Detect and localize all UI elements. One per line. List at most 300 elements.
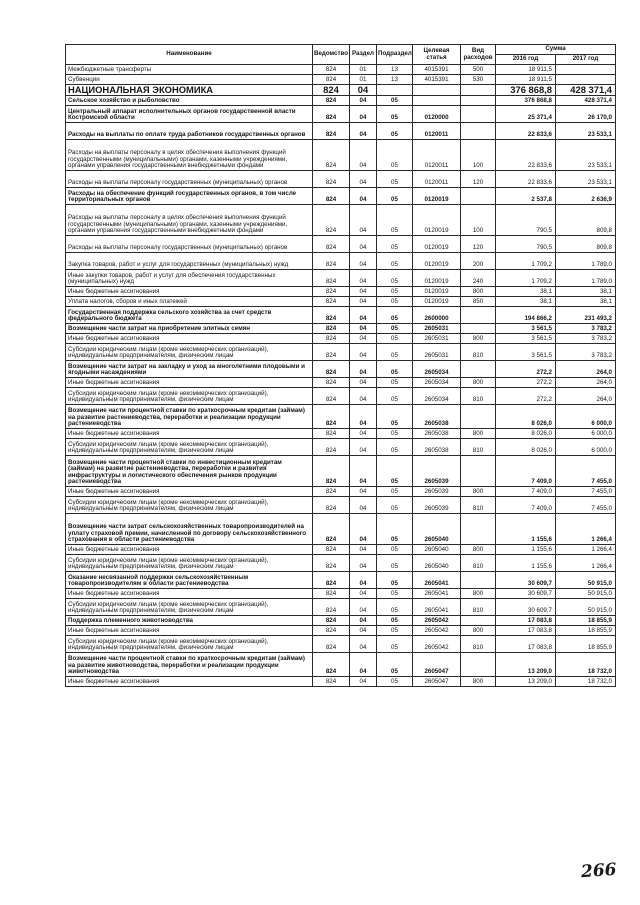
- row-subsection: 05: [377, 140, 413, 171]
- row-section: 04: [350, 188, 377, 205]
- table-row: [66, 616, 616, 626]
- row-sum-2017: 38,1: [556, 287, 616, 297]
- table-row: [66, 123, 616, 140]
- row-target: 2605039: [413, 487, 461, 497]
- row-sum-2017: 23 533,1: [556, 171, 616, 188]
- row-sum-2016: 7 409,0: [496, 456, 556, 487]
- row-name: Субвенции: [66, 75, 313, 85]
- row-target: 4015391: [413, 75, 461, 85]
- row-sum-2016: 272,2: [496, 388, 556, 405]
- row-dept: 824: [313, 188, 350, 205]
- row-sum-2016: 8 026,0: [496, 405, 556, 429]
- row-sum-2016: 1 709,2: [496, 253, 556, 270]
- row-dept: 824: [313, 599, 350, 616]
- row-dept: 824: [313, 324, 350, 334]
- row-sum-2017: 6 000,0: [556, 405, 616, 429]
- row-kind: 810: [461, 439, 496, 456]
- row-kind: 810: [461, 599, 496, 616]
- table-row: [66, 287, 616, 297]
- row-target: 0120000: [413, 106, 461, 123]
- row-section: 04: [350, 487, 377, 497]
- row-kind: 850: [461, 297, 496, 307]
- row-kind: 530: [461, 75, 496, 85]
- row-target: 0120019: [413, 287, 461, 297]
- row-target: 2605031: [413, 324, 461, 334]
- row-kind: [461, 106, 496, 123]
- row-name: Возмещение части процентной ставки по инвестиционным кредитам (займам) на развитие растениеводства, переработки и развития инфраструктуры и логистического обеспечения рынков продукции растениеводства: [66, 456, 313, 487]
- row-target: 2605042: [413, 616, 461, 626]
- row-subsection: 05: [377, 171, 413, 188]
- table-row: [66, 555, 616, 572]
- row-dept: 824: [313, 297, 350, 307]
- table-row: [66, 140, 616, 171]
- row-sum-2017: 3 783,2: [556, 344, 616, 361]
- row-sum-2017: 1 789,0: [556, 253, 616, 270]
- row-sum-2017: 7 455,0: [556, 487, 616, 497]
- row-section: 04: [350, 653, 377, 677]
- row-sum-2017: 809,8: [556, 236, 616, 253]
- table-row: [66, 344, 616, 361]
- row-name: Оказание несвязанной поддержки сельскохозяйственным товаропроизводителям в области растениеводства: [66, 572, 313, 589]
- row-sum-2017: 18 855,9: [556, 616, 616, 626]
- handwritten-page-number: 266: [580, 859, 618, 883]
- row-sum-2017: 428 371,4: [556, 96, 616, 106]
- row-section: 04: [350, 429, 377, 439]
- row-subsection: 05: [377, 405, 413, 429]
- header-dept: Ведомство: [313, 45, 350, 65]
- row-kind: [461, 616, 496, 626]
- row-section: 01: [350, 65, 377, 75]
- row-kind: 810: [461, 344, 496, 361]
- row-kind: 810: [461, 388, 496, 405]
- row-name: Иные бюджетные ассигнования: [66, 334, 313, 344]
- table-row: [66, 677, 616, 687]
- row-section: 01: [350, 75, 377, 85]
- row-subsection: 05: [377, 205, 413, 236]
- row-kind: 800: [461, 287, 496, 297]
- row-sum-2017: 23 533,1: [556, 140, 616, 171]
- row-sum-2016: 17 083,8: [496, 636, 556, 653]
- row-name: Иные бюджетные ассигнования: [66, 429, 313, 439]
- row-sum-2017: 809,8: [556, 205, 616, 236]
- header-sum: Сумма: [496, 45, 616, 55]
- row-subsection: 05: [377, 545, 413, 555]
- table-row: [66, 545, 616, 555]
- row-kind: [461, 188, 496, 205]
- row-subsection: 05: [377, 514, 413, 545]
- row-section: 04: [350, 287, 377, 297]
- row-subsection: 05: [377, 636, 413, 653]
- row-name: Субсидии юридическим лицам (кроме некоммерческих организаций), индивидуальным предпринимателям, физическим лицам: [66, 636, 313, 653]
- row-section: 04: [350, 378, 377, 388]
- row-kind: [461, 572, 496, 589]
- row-section: 04: [350, 616, 377, 626]
- row-name: Иные закупки товаров, работ и услуг для обеспечения государственных (муниципальных) нужд: [66, 270, 313, 287]
- row-subsection: 05: [377, 287, 413, 297]
- row-target: 2600000: [413, 307, 461, 324]
- row-kind: 810: [461, 497, 496, 514]
- table-row: [66, 388, 616, 405]
- row-section: 04: [350, 405, 377, 429]
- row-dept: 824: [313, 65, 350, 75]
- row-sum-2016: 3 561,5: [496, 344, 556, 361]
- row-sum-2017: 264,0: [556, 361, 616, 378]
- row-sum-2016: 376 868,8: [496, 96, 556, 106]
- row-subsection: 05: [377, 344, 413, 361]
- row-section: 04: [350, 626, 377, 636]
- row-sum-2017: 264,0: [556, 378, 616, 388]
- row-section: 04: [350, 388, 377, 405]
- row-kind: 800: [461, 334, 496, 344]
- row-subsection: 05: [377, 616, 413, 626]
- row-dept: 824: [313, 514, 350, 545]
- row-dept: 824: [313, 361, 350, 378]
- row-section: 04: [350, 236, 377, 253]
- row-sum-2017: 18 732,0: [556, 677, 616, 687]
- row-subsection: 05: [377, 626, 413, 636]
- table-header: [66, 45, 616, 65]
- row-target: 0120011: [413, 123, 461, 140]
- row-dept: 824: [313, 140, 350, 171]
- row-dept: 824: [313, 75, 350, 85]
- row-sum-2016: 25 371,4: [496, 106, 556, 123]
- row-target: 0120019: [413, 188, 461, 205]
- table-row: [66, 236, 616, 253]
- row-sum-2016: 2 537,8: [496, 188, 556, 205]
- row-dept: 824: [313, 334, 350, 344]
- table-row: [66, 599, 616, 616]
- row-kind: 810: [461, 636, 496, 653]
- row-target: 2605031: [413, 344, 461, 361]
- row-sum-2016: 22 833,6: [496, 171, 556, 188]
- row-dept: 824: [313, 636, 350, 653]
- row-target: 2605039: [413, 456, 461, 487]
- row-target: 2605038: [413, 439, 461, 456]
- row-section: 04: [350, 140, 377, 171]
- row-dept: 824: [313, 429, 350, 439]
- header-name: Наименование: [66, 45, 313, 65]
- table-row: [66, 205, 616, 236]
- row-subsection: 05: [377, 236, 413, 253]
- row-sum-2017: 18 855,9: [556, 626, 616, 636]
- row-sum-2017: 23 533,1: [556, 123, 616, 140]
- row-kind: 810: [461, 555, 496, 572]
- row-target: 2605047: [413, 653, 461, 677]
- row-section: 04: [350, 439, 377, 456]
- row-subsection: 05: [377, 653, 413, 677]
- row-dept: 824: [313, 96, 350, 106]
- row-subsection: 05: [377, 378, 413, 388]
- row-name: Возмещение части затрат сельскохозяйственных товаропроизводителей на уплату страховой премии, начисленной по договору сельскохозяйственного страхования в области растениеводства: [66, 514, 313, 545]
- row-section: 04: [350, 497, 377, 514]
- row-target: 2605040: [413, 545, 461, 555]
- row-kind: [461, 324, 496, 334]
- row-dept: 824: [313, 405, 350, 429]
- row-name: Поддержка племенного животноводства: [66, 616, 313, 626]
- row-sum-2017: 1 266,4: [556, 514, 616, 545]
- row-sum-2016: 38,1: [496, 287, 556, 297]
- row-subsection: 05: [377, 677, 413, 687]
- table-row: [66, 85, 616, 96]
- row-sum-2016: 790,5: [496, 205, 556, 236]
- row-name: Иные бюджетные ассигнования: [66, 287, 313, 297]
- row-section: 04: [350, 677, 377, 687]
- row-dept: 824: [313, 555, 350, 572]
- row-kind: [461, 405, 496, 429]
- row-target: 0120019: [413, 270, 461, 287]
- row-section: 04: [350, 297, 377, 307]
- table-row: [66, 171, 616, 188]
- row-name: Уплата налогов, сборов и иных платежей: [66, 297, 313, 307]
- table-row: [66, 456, 616, 487]
- row-sum-2016: 1 155,6: [496, 555, 556, 572]
- table-row: [66, 572, 616, 589]
- row-subsection: 05: [377, 388, 413, 405]
- row-name: Государственная поддержка сельского хозяйства за счет средств федерального бюджета: [66, 307, 313, 324]
- row-sum-2016: 272,2: [496, 361, 556, 378]
- row-kind: 100: [461, 205, 496, 236]
- row-sum-2016: 272,2: [496, 378, 556, 388]
- table-row: [66, 653, 616, 677]
- row-target: 2605040: [413, 555, 461, 572]
- row-subsection: 05: [377, 307, 413, 324]
- row-subsection: 13: [377, 65, 413, 75]
- row-kind: 800: [461, 677, 496, 687]
- row-dept: 824: [313, 287, 350, 297]
- row-kind: [461, 514, 496, 545]
- row-name: Возмещение части затрат на приобретение элитных семян: [66, 324, 313, 334]
- row-subsection: 05: [377, 572, 413, 589]
- row-sum-2017: 7 455,0: [556, 497, 616, 514]
- row-subsection: 05: [377, 497, 413, 514]
- row-section: 04: [350, 253, 377, 270]
- row-target: [413, 85, 461, 96]
- row-sum-2016: 1 155,6: [496, 545, 556, 555]
- table-row: [66, 497, 616, 514]
- row-dept: 824: [313, 106, 350, 123]
- row-name: Расходы на выплаты персоналу государственных (муниципальных) органов: [66, 236, 313, 253]
- row-kind: 800: [461, 429, 496, 439]
- row-name: Субсидии юридическим лицам (кроме некоммерческих организаций), индивидуальным предпринимателям, физическим лицам: [66, 344, 313, 361]
- row-name: Субсидии юридическим лицам (кроме некоммерческих организаций), индивидуальным предпринимателям, физическим лицам: [66, 497, 313, 514]
- row-sum-2016: 18 911,5: [496, 65, 556, 75]
- row-target: 2605038: [413, 429, 461, 439]
- row-sum-2017: 50 915,0: [556, 572, 616, 589]
- row-sum-2017: 7 455,0: [556, 456, 616, 487]
- row-subsection: 05: [377, 589, 413, 599]
- table-body: [66, 65, 616, 687]
- table-row: [66, 75, 616, 85]
- row-dept: 824: [313, 388, 350, 405]
- row-kind: [461, 361, 496, 378]
- row-name: Субсидии юридическим лицам (кроме некоммерческих организаций), индивидуальным предпринимателям, физическим лицам: [66, 555, 313, 572]
- row-dept: 824: [313, 439, 350, 456]
- row-section: 04: [350, 456, 377, 487]
- row-sum-2017: 231 493,2: [556, 307, 616, 324]
- row-kind: [461, 456, 496, 487]
- table-row: [66, 324, 616, 334]
- row-sum-2016: 18 911,5: [496, 75, 556, 85]
- row-kind: 120: [461, 171, 496, 188]
- row-section: 04: [350, 106, 377, 123]
- row-section: 04: [350, 85, 377, 96]
- row-section: 04: [350, 545, 377, 555]
- row-target: 2605034: [413, 378, 461, 388]
- row-dept: 824: [313, 616, 350, 626]
- row-name: Центральный аппарат исполнительных органов государственной власти Костромской области: [66, 106, 313, 123]
- row-name: Возмещение части затрат на закладку и уход за многолетними плодовыми и ягодными насаждениями: [66, 361, 313, 378]
- row-section: 04: [350, 344, 377, 361]
- row-dept: 824: [313, 545, 350, 555]
- row-section: 04: [350, 270, 377, 287]
- row-name: Иные бюджетные ассигнования: [66, 545, 313, 555]
- row-section: 04: [350, 636, 377, 653]
- row-name: Иные бюджетные ассигнования: [66, 677, 313, 687]
- table-row: [66, 106, 616, 123]
- row-sum-2017: 2 636,9: [556, 188, 616, 205]
- row-section: 04: [350, 123, 377, 140]
- header-year-2016: 2016 год: [496, 55, 556, 65]
- row-dept: 824: [313, 487, 350, 497]
- table-row: [66, 297, 616, 307]
- row-dept: 824: [313, 270, 350, 287]
- row-subsection: 05: [377, 188, 413, 205]
- row-subsection: 05: [377, 297, 413, 307]
- row-subsection: 05: [377, 555, 413, 572]
- header-subsection: Подраздел: [377, 45, 413, 65]
- row-sum-2017: 50 915,0: [556, 599, 616, 616]
- table-row: [66, 96, 616, 106]
- row-name: Расходы на выплаты персоналу государственных (муниципальных) органов: [66, 171, 313, 188]
- row-sum-2017: [556, 75, 616, 85]
- row-sum-2017: 38,1: [556, 297, 616, 307]
- row-subsection: 13: [377, 75, 413, 85]
- row-section: 04: [350, 96, 377, 106]
- row-section: 04: [350, 572, 377, 589]
- table-row: [66, 253, 616, 270]
- row-dept: 824: [313, 378, 350, 388]
- row-dept: 824: [313, 589, 350, 599]
- row-kind: [461, 96, 496, 106]
- row-sum-2016: 38,1: [496, 297, 556, 307]
- row-dept: 824: [313, 626, 350, 636]
- budget-table: [65, 44, 616, 687]
- table-row: [66, 636, 616, 653]
- row-target: [413, 96, 461, 106]
- row-subsection: 05: [377, 324, 413, 334]
- table-row: [66, 361, 616, 378]
- row-sum-2017: 3 783,2: [556, 334, 616, 344]
- row-subsection: 05: [377, 253, 413, 270]
- row-target: 2605039: [413, 497, 461, 514]
- row-kind: 800: [461, 626, 496, 636]
- row-target: 2605047: [413, 677, 461, 687]
- row-section: 04: [350, 205, 377, 236]
- row-target: 0120019: [413, 297, 461, 307]
- table-row: [66, 487, 616, 497]
- row-section: 04: [350, 307, 377, 324]
- header-section: Раздел: [350, 45, 377, 65]
- row-name: Расходы на обеспечение функций государственных органов, в том числе территориальных органов: [66, 188, 313, 205]
- row-sum-2017: 6 000,0: [556, 439, 616, 456]
- row-target: 2605034: [413, 361, 461, 378]
- row-sum-2016: 3 561,5: [496, 334, 556, 344]
- row-name: Сельское хозяйство и рыболовство: [66, 96, 313, 106]
- row-target: 2605038: [413, 405, 461, 429]
- table-row: [66, 65, 616, 75]
- row-kind: 120: [461, 236, 496, 253]
- row-sum-2016: 7 409,0: [496, 497, 556, 514]
- row-sum-2016: 194 866,2: [496, 307, 556, 324]
- row-name: НАЦИОНАЛЬНАЯ ЭКОНОМИКА: [66, 85, 313, 96]
- row-kind: [461, 85, 496, 96]
- header-year-2017: 2017 год: [556, 55, 616, 65]
- row-target: 2605041: [413, 599, 461, 616]
- row-sum-2016: 7 409,0: [496, 487, 556, 497]
- row-dept: 824: [313, 85, 350, 96]
- row-dept: 824: [313, 572, 350, 589]
- row-sum-2016: 790,5: [496, 236, 556, 253]
- row-sum-2016: 1 155,6: [496, 514, 556, 545]
- row-sum-2017: 6 000,0: [556, 429, 616, 439]
- table-row: [66, 626, 616, 636]
- row-name: Возмещение части процентной ставки по краткосрочным кредитам (займам) на развитие животноводства, переработки и реализации продукции животноводства: [66, 653, 313, 677]
- row-sum-2017: 18 855,9: [556, 636, 616, 653]
- table-row: [66, 307, 616, 324]
- row-sum-2016: 376 868,8: [496, 85, 556, 96]
- row-sum-2016: 8 026,0: [496, 439, 556, 456]
- row-target: 0120011: [413, 171, 461, 188]
- table-row: [66, 429, 616, 439]
- row-subsection: 05: [377, 334, 413, 344]
- row-sum-2016: 17 083,8: [496, 626, 556, 636]
- row-sum-2017: 18 732,0: [556, 653, 616, 677]
- row-kind: [461, 307, 496, 324]
- row-sum-2017: 264,0: [556, 388, 616, 405]
- row-dept: 824: [313, 253, 350, 270]
- row-section: 04: [350, 171, 377, 188]
- row-subsection: 05: [377, 96, 413, 106]
- row-subsection: [377, 85, 413, 96]
- row-subsection: 05: [377, 439, 413, 456]
- row-name: Иные бюджетные ассигнования: [66, 589, 313, 599]
- row-kind: 200: [461, 253, 496, 270]
- row-subsection: 05: [377, 429, 413, 439]
- table-row: [66, 589, 616, 599]
- row-dept: 824: [313, 653, 350, 677]
- row-sum-2016: 1 709,2: [496, 270, 556, 287]
- row-kind: 800: [461, 378, 496, 388]
- table-row: [66, 514, 616, 545]
- row-name: Иные бюджетные ассигнования: [66, 626, 313, 636]
- row-section: 04: [350, 555, 377, 572]
- table-row: [66, 188, 616, 205]
- row-sum-2017: [556, 65, 616, 75]
- row-name: Возмещение части процентной ставки по краткосрочным кредитам (займам) на развитие растениеводства, переработки и реализации продукции растениеводства: [66, 405, 313, 429]
- row-name: Межбюджетные трансферты: [66, 65, 313, 75]
- row-section: 04: [350, 599, 377, 616]
- row-subsection: 05: [377, 487, 413, 497]
- row-section: 04: [350, 361, 377, 378]
- row-dept: 824: [313, 456, 350, 487]
- row-sum-2016: 30 609,7: [496, 599, 556, 616]
- row-target: 0120019: [413, 236, 461, 253]
- row-kind: 100: [461, 140, 496, 171]
- table-row: [66, 439, 616, 456]
- row-sum-2017: 1 266,4: [556, 555, 616, 572]
- row-sum-2017: 26 170,0: [556, 106, 616, 123]
- row-name: Субсидии юридическим лицам (кроме некоммерческих организаций), индивидуальным предпринимателям, физическим лицам: [66, 599, 313, 616]
